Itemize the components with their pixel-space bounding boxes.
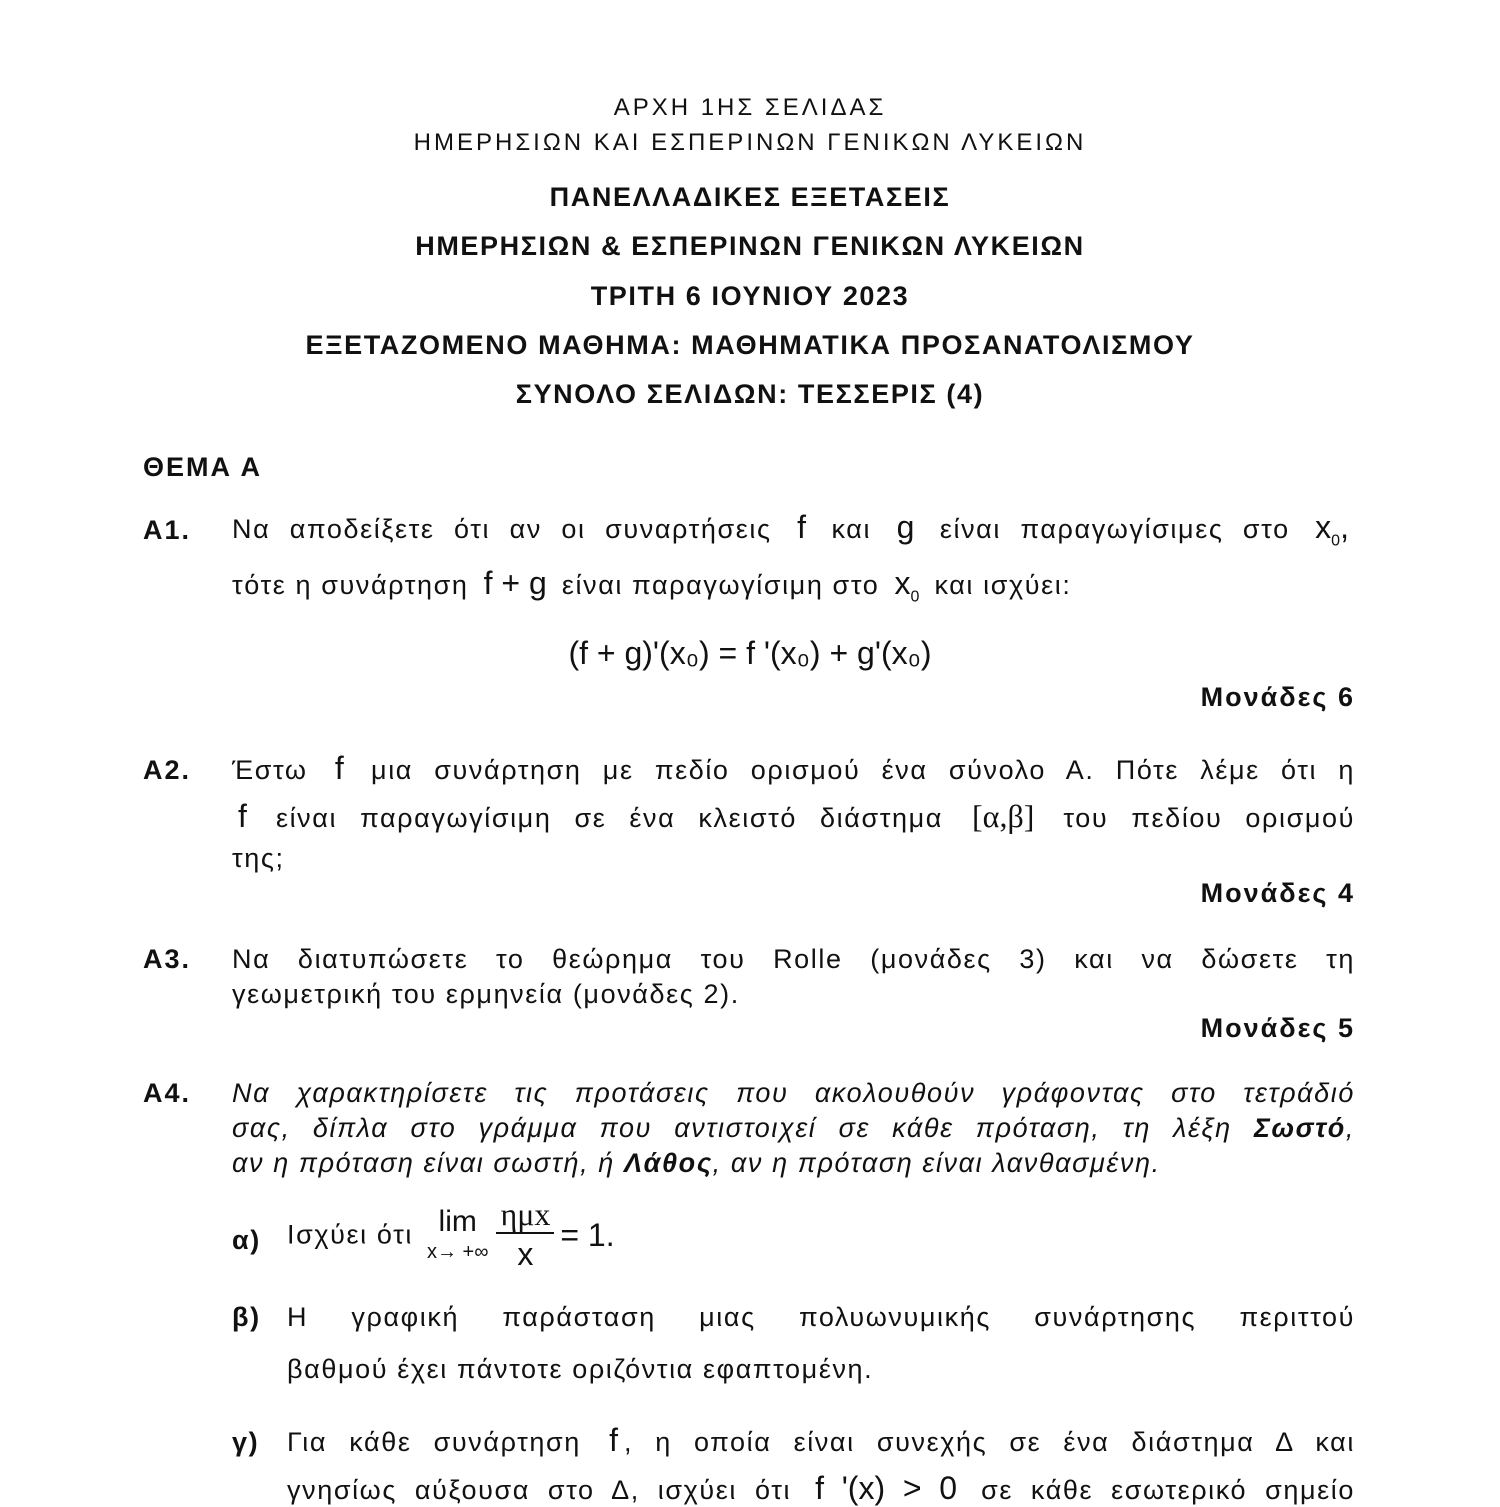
a1-line-1: Να αποδείξετε ότι αν οι συναρτήσεις f και g είναι παραγωγίσιμες στο $x_0$, [232,509,1349,550]
a4-gamma-line-2: γνησίως αύξουσα στο Δ, ισχύει ότι f '(x) > 0 σε κάθε εσωτερικό σημείο [287,1470,1356,1506]
a4-label: Α4. [143,1078,192,1108]
a1-label: Α1. [143,515,192,545]
a2-label: Α2. [143,755,192,785]
school-type: ΗΜΕΡΗΣΙΩΝ ΚΑΙ ΕΣΠΕΡΙΝΩΝ ΓΕΝΙΚΩΝ ΛΥΚΕΙΩΝ [413,129,1087,156]
a4-gamma-label: γ) [232,1427,260,1457]
a2-points: Μονάδες 4 [1200,878,1355,908]
a1-points: Μονάδες 6 [1200,682,1355,712]
a2-line-2: f είναι παραγωγίσιμη σε ένα κλειστό διάστημα [α,β] του πεδίου ορισμού [238,798,1356,834]
a1-line-2: τότε η συνάρτηση f + g είναι παραγωγίσιμη στο $x_0$ και ισχύει: [232,565,1072,606]
exam-title: ΠΑΝΕΛΛΑΔΙΚΕΣ ΕΞΕΤΑΣΕΙΣ [549,182,951,212]
a4-alpha-label: α) [232,1225,261,1255]
a4-line-2: σας, δίπλα στο γράμμα που αντιστοιχεί σε κάθε πρόταση, τη λέξη Σωστό, [232,1113,1355,1143]
a4-alpha-statement: Ισχύει ότι lim x→ +∞ $\frac{\text{ημx}}{x}$ = 1. [287,1196,615,1272]
a4-line-1: Να χαρακτηρίσετε τις προτάσεις που ακολουθούν γράφοντας στο τετράδιό [232,1078,1355,1108]
a4-beta-line-2: βαθμού έχει πάντοτε οριζόντια εφαπτομένη. [287,1354,874,1384]
a3-line-1: Να διατυπώσετε το θεώρημα του Rolle (μονάδες 3) και να δώσετε τη [232,944,1355,974]
exam-date: ΤΡΙΤΗ 6 ΙΟΥΝΙΟΥ 2023 [590,281,910,311]
a2-line-3: της; [232,843,285,873]
a3-line-2: γεωμετρική του ερμηνεία (μονάδες 2). [232,979,740,1009]
a4-gamma-line-1: Για κάθε συνάρτηση f , η οποία είναι συνεχής σε ένα διάστημα Δ και [287,1422,1355,1458]
a4-line-3: αν η πρόταση είναι σωστή, ή Λάθος, αν η πρόταση είναι λανθασμένη. [232,1148,1161,1178]
a4-beta-line-1: Η γραφική παράσταση μιας πολυωνυμικής συνάρτησης περιττού [287,1302,1355,1332]
exam-subject: ΕΞΕΤΑΖΟΜΕΝΟ ΜΑΘΗΜΑ: ΜΑΘΗΜΑΤΙΚΑ ΠΡΟΣΑΝΑΤΟΛΙΣΜΟΥ [305,330,1195,360]
page-marker: ΑΡΧΗ 1ΗΣ ΣΕΛΙΔΑΣ [613,94,887,121]
a1-formula: (f + g)'(x₀) = f '(x₀) + g'(x₀) [568,635,932,671]
exam-schools: ΗΜΕΡΗΣΙΩΝ & ΕΣΠΕΡΙΝΩΝ ΓΕΝΙΚΩΝ ΛΥΚΕΙΩΝ [415,231,1085,261]
section-title: ΘΕΜΑ Α [143,452,262,482]
a2-line-1: Έστω f μια συνάρτηση με πεδίο ορισμού ένα σύνολο Α. Πότε λέμε ότι η [232,750,1355,786]
a4-beta-label: β) [232,1302,261,1332]
page-count: ΣΥΝΟΛΟ ΣΕΛΙΔΩΝ: ΤΕΣΣΕΡΙΣ (4) [515,379,985,409]
a3-points: Μονάδες 5 [1200,1013,1355,1043]
a3-label: Α3. [143,944,192,974]
